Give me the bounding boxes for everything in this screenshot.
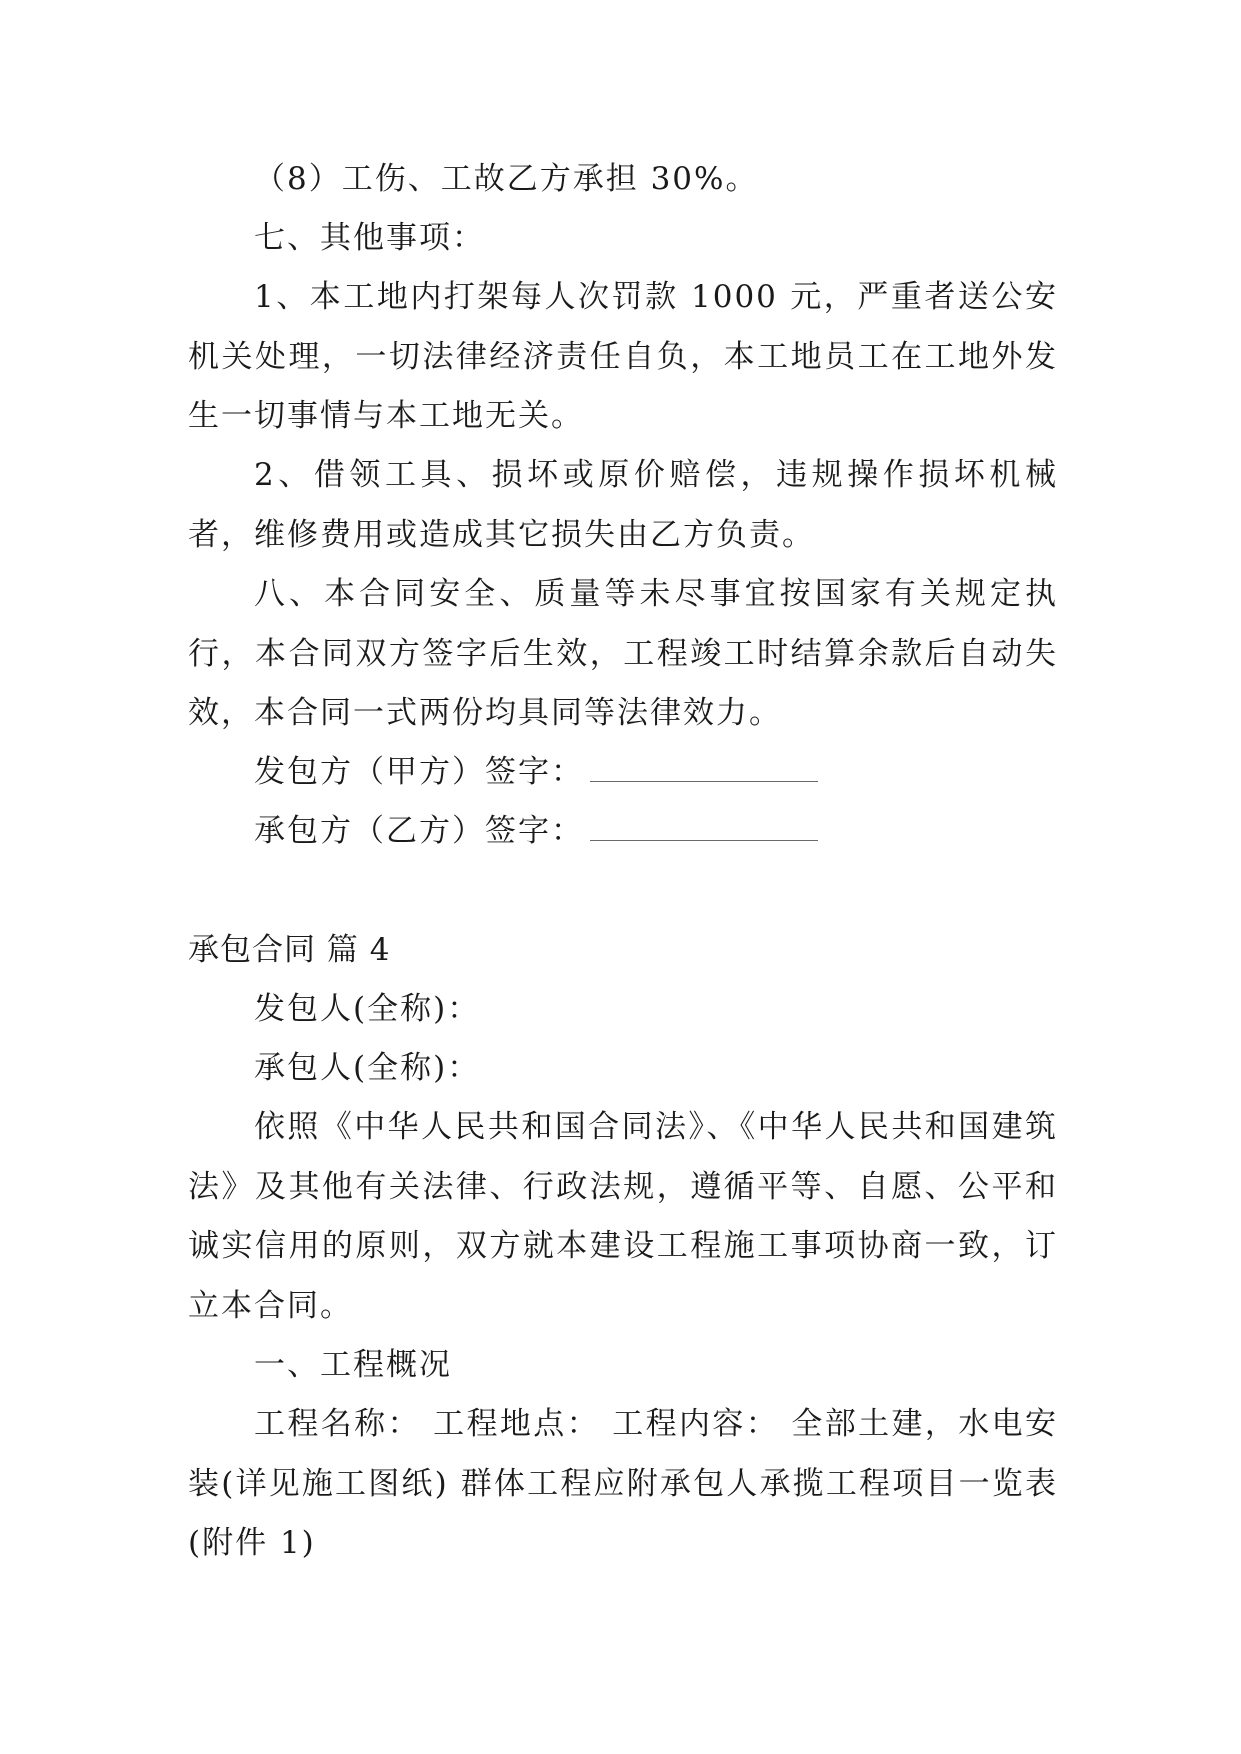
signature-party-a-label: 发包方（甲方）签字：	[254, 754, 584, 790]
signature-party-b-label: 承包方（乙方）签字：	[254, 813, 584, 849]
signature-party-a	[188, 743, 1058, 803]
paragraph-tool-damage: 2、借领工具、损坏或原价赔偿，违规操作损坏机械者，维修费用或造成其它损失由乙方负责。	[188, 457, 1058, 553]
signature-party-b	[188, 802, 1058, 862]
paragraph-contract-effect: 八、本合同安全、质量等未尽事宜按国家有关规定执行，本合同双方签字后生效，工程竣工时结算余款后自动失效，本合同一式两份均具同等法律效力。	[188, 576, 1058, 731]
signature-party-b-line	[590, 816, 818, 841]
paragraph-legal-basis: 依照《中华人民共和国合同法》、《中华人民共和国建筑法》及其他有关法律、行政法规，遵循平等、自愿、公平和诚实信用的原则，双方就本建设工程施工事项协商一致，订立本合同。	[188, 1109, 1058, 1324]
paragraph-project-details: 工程名称： 工程地点： 工程内容： 全部土建，水电安装(详见施工图纸) 群体工程应附承包人承揽工程项目一览表(附件 1)	[188, 1406, 1058, 1561]
paragraph-fighting-fine: 1、本工地内打架每人次罚款 1000 元，严重者送公安机关处理，一切法律经济责任自负，本工地员工在工地外发生一切事情与本工地无关。	[188, 279, 1058, 434]
paragraph-contractor-name: 承包人(全称)：	[254, 1050, 481, 1086]
paragraph-employer-name: 发包人(全称)：	[254, 991, 481, 1027]
heading-project-overview: 一、工程概况	[254, 1347, 452, 1383]
heading-other-matters: 七、其他事项：	[254, 220, 485, 256]
section-title: 承包合同 篇 4	[188, 932, 391, 968]
signature-party-a-line	[590, 757, 818, 782]
paragraph-injury-share: （8）工伤、工故乙方承担 30%。	[254, 161, 759, 197]
